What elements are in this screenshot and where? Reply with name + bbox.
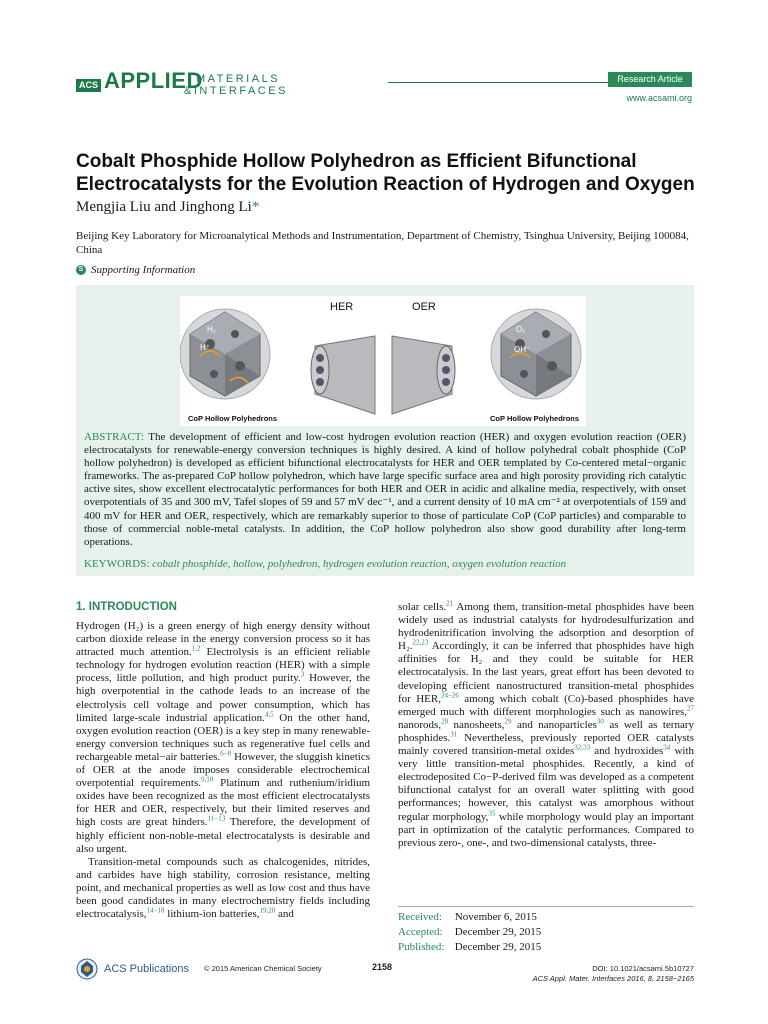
published-date: December 29, 2015 <box>454 941 542 953</box>
left-polyhedron <box>180 309 270 399</box>
body-text: However, the sluggish kinetics of OER at the anode imposes considerable electrochemical overpotential requirements. <box>76 750 370 790</box>
keywords-label: KEYWORDS: <box>84 558 150 570</box>
citation-ref[interactable]: 30 <box>596 717 604 726</box>
body-text: nanorods, <box>398 718 442 731</box>
page-number: 2158 <box>372 962 393 972</box>
body-text: and nanoparticles <box>511 718 597 731</box>
journal-url[interactable]: www.acsami.org <box>626 93 692 103</box>
affiliation: Beijing Key Laboratory for Microanalytical Methods and Instrumentation, Department of Chemistry, Tsinghua University, Beijing 100084, China <box>76 230 689 256</box>
body-text: solar cells. <box>398 601 447 613</box>
corresponding-mark[interactable]: * <box>251 199 260 215</box>
citation-ref[interactable]: 4,5 <box>264 710 274 718</box>
body-text: and <box>275 908 294 921</box>
right-caption: CoP Hollow Polyhedrons <box>490 414 580 423</box>
paragraph-3 <box>398 601 694 850</box>
hplus-label: H⁺ <box>200 343 210 352</box>
oh-label: OH⁻ <box>514 345 531 354</box>
citation-ref[interactable]: 31 <box>450 730 458 739</box>
body-text: Accordingly, it can be inferred that phosphides have high affinities for H₂ and they could be suitable for HER electrocatalysis. In the last years, great effort has been devoted to developing efficient nanostructured transition-metal phosphides for HER, <box>398 640 694 705</box>
keywords-text: cobalt phosphide, hollow, polyhedron, hydrogen evolution reaction, oxygen evolution reaction <box>152 558 567 570</box>
copyright: © 2015 American Chemical Society <box>204 964 322 973</box>
body-text: However, the high overpotential in the cathode leads to an increase of the electrolysis cell voltage and power consumption, which has limited large-scale industrial application. <box>76 672 370 724</box>
body-text: Platinum and ruthenium/iridium oxides have been recognized as the most efficient electrocatalysts for HER and OER, respectively, but their limited reserves and high costs are great hinders. <box>76 777 370 829</box>
citation-ref[interactable]: 21 <box>446 599 454 608</box>
body-text: Hydrogen (H₂) is a green energy of high energy density without carbon dioxide release in the energy conversion process so it has attracted much attention. <box>76 620 370 659</box>
body-text: Among them, transition-metal phosphides have been widely used as industrial catalysts for hydrodesulfurization and hydrodenitrification involving the adsorption and desorption of H₂. <box>398 601 694 653</box>
citation-ref[interactable]: 32,33 <box>574 743 591 752</box>
body-text: with very little transition-metal phosphides. Recently, a kind of electrodeposited Co−P-derived film was developed as a competent bifunctional catalyst for an overall water splitting with good performances; however, this catalyst was amorphous without regular morphology, <box>398 745 695 823</box>
citation-ref[interactable]: 29 <box>504 717 512 726</box>
abstract-text: The development of efficient and low-cost hydrogen evolution reaction (HER) and oxygen evolution reaction (OER) electrocatalysts for renewable-energy conversion techniques is highly desired. A kind of hollow polyhedral cobalt phosphide (CoP hollow polyhedron) is developed as efficient bifunctional electrocatalysts for HER and OER templated by Co-centered metal−organic frameworks. The as-prepared CoP hollow polyhedron, which have large specific surface area and high porosity providing rich catalytic active sites, show excellent electrocatalytic performances for both HER and OER in acidic and alkaline media, respectively, with onset overpotentials of 35 and 300 mV, Tafel slopes of 59 and 57 mV dec⁻¹, and a current density of 10 mA cm⁻² at overpotentials of 159 and 400 mV for HER and OER, respectively, which are remarkably superior to those of particulate CoP (CoP particles) and comparable to those of commercial noble-metal catalysts. In addition, the CoP hollow polyhedron also show good durability after long-term operations. <box>84 431 686 548</box>
abstract <box>84 431 686 549</box>
body-text: Nevertheless, previously reported OER catalysts mainly covered transition-metal oxides <box>398 731 694 758</box>
citation-ref[interactable]: 35 <box>488 808 496 817</box>
citation-ref[interactable]: 6−8 <box>220 749 232 758</box>
published-label: Published: <box>398 941 445 953</box>
authors <box>76 199 259 216</box>
keywords <box>84 558 686 571</box>
citation-ref[interactable]: 14−18 <box>146 906 165 915</box>
supporting-info-label: Supporting Information <box>91 264 196 276</box>
citation-ref[interactable]: 27 <box>687 704 694 713</box>
citation-ref[interactable]: 9,10 <box>201 775 214 784</box>
article-type-badge: Research Article <box>608 72 692 87</box>
body-text: nanosheets, <box>448 718 505 731</box>
paragraph-1 <box>76 620 370 856</box>
o2-label: O₂ <box>516 325 526 334</box>
left-caption: CoP Hollow Polyhedrons <box>188 414 278 423</box>
paper-title: Cobalt Phosphide Hollow Polyhedron as Efficient Bifunctional Electrocatalysts for the Evolution Reaction of Hydrogen and Oxygen <box>76 151 695 195</box>
logo-acs: ACS <box>76 79 101 92</box>
journal-logo <box>76 70 376 100</box>
paragraph-2 <box>76 856 370 921</box>
body-text: while morphology would play an important part in optimization of the catalytic performances. Compared to previous zero-, one-, and two-dimensional catalysts, three- <box>398 810 694 849</box>
accepted-row <box>398 925 694 940</box>
body-text: as well as ternary phosphides. <box>398 718 694 744</box>
column-right <box>398 601 694 850</box>
published-row <box>398 940 694 955</box>
citation: ACS Appl. Mater. Interfaces 2016, 8, 2158−2165 <box>532 974 694 983</box>
column-left <box>76 620 370 921</box>
citation-ref[interactable]: 1,2 <box>191 644 201 653</box>
publisher-name: ACS Publications <box>104 963 189 975</box>
body-text: Transition-metal compounds such as chalcogenides, nitrides, and carbides have high stability, corrosion resistance, melting point, and mechanical properties as well as low cost and thus have been good candidates in many electrochemistry fields including electrocatalysis, <box>76 855 370 921</box>
her-label: HER <box>330 301 354 313</box>
body-text: and hydroxides <box>590 745 664 758</box>
citation-ref[interactable]: 3 <box>300 670 305 679</box>
history-dates <box>398 906 694 955</box>
received-date: November 6, 2015 <box>454 911 537 923</box>
toc-graphic <box>180 296 586 426</box>
body-text: Therefore, the development of highly efficient non-noble-metal electrocatalysts is desirable and also urgent. <box>76 816 370 855</box>
logo-applied: APPLIED <box>104 68 203 93</box>
electrodes <box>311 336 455 414</box>
acs-publications-icon <box>76 958 98 980</box>
citation-ref[interactable]: 28 <box>441 717 449 726</box>
section-heading: 1. INTRODUCTION <box>76 601 177 613</box>
body-text: lithium-ion batteries, <box>164 908 260 921</box>
abstract-label: ABSTRACT: <box>84 431 144 443</box>
supporting-info-icon: S <box>76 265 86 275</box>
toc-illustration <box>180 296 586 426</box>
h2-label: H₂ <box>207 325 216 334</box>
logo-materials: MATERIALS <box>196 73 281 85</box>
citation-ref[interactable]: 19,20 <box>259 906 276 915</box>
received-label: Received: <box>398 911 442 923</box>
oer-label: OER <box>412 301 436 313</box>
citation-ref[interactable]: 24−26 <box>440 691 459 699</box>
received-row <box>398 910 694 925</box>
body-text: Electrolysis is an efficient reliable technology for hydrogen evolution reaction (HER) with a simple process, little pollution, and high product purity. <box>76 646 370 685</box>
publisher-logo[interactable] <box>76 958 189 980</box>
accepted-date: December 29, 2015 <box>454 926 542 938</box>
doi[interactable]: DOI: 10.1021/acsami.5b10727 <box>592 964 694 973</box>
right-polyhedron <box>491 309 581 399</box>
accepted-label: Accepted: <box>398 926 443 938</box>
author-names: Mengjia Liu and Jinghong Li <box>76 199 252 215</box>
citation-ref[interactable]: 22,23 <box>412 638 429 647</box>
body-text: On the other hand, oxygen evolution reaction (OER) is a key step in many renewable-energy conversion techniques such as regenerative fuel cells and rechargeable metal−air batteries. <box>76 711 370 763</box>
citation-ref[interactable]: 34 <box>663 743 671 752</box>
citation-ref[interactable]: 11−13 <box>207 814 226 823</box>
supporting-info-link[interactable] <box>76 264 195 276</box>
logo-interfaces: &INTERFACES <box>184 85 288 97</box>
body-text: among which cobalt (Co)-based phosphides have emerged much with different morphologies such as nanowires, <box>398 692 694 718</box>
